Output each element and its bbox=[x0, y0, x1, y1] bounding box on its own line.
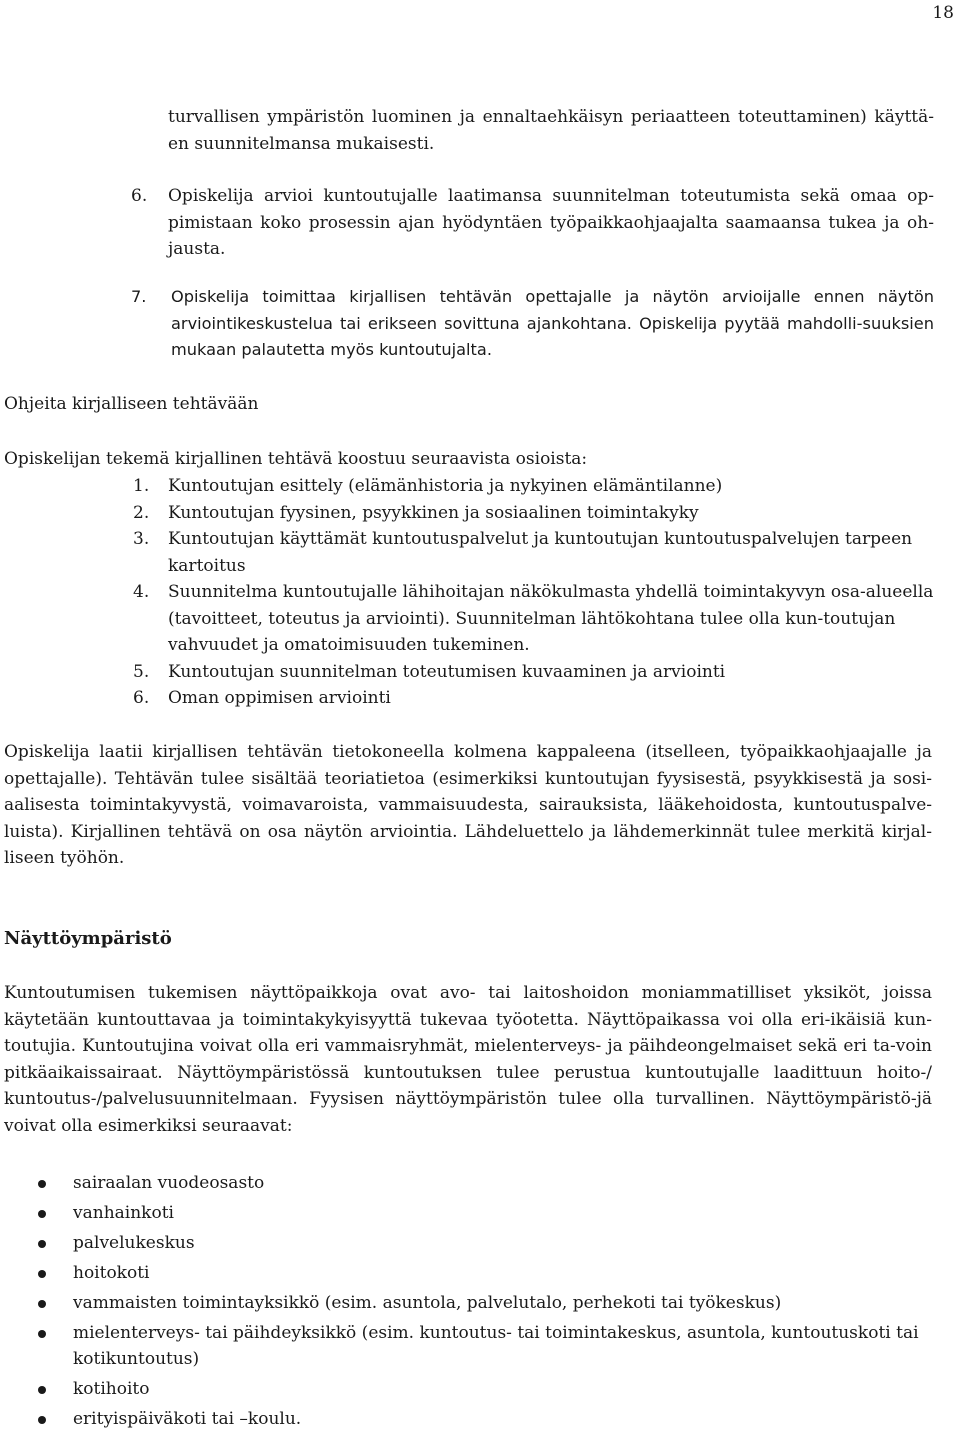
item-text: vammaisten toimintayksikkö (esim. asuntola, palvelutalo, perhekoti tai työkeskus) bbox=[73, 1293, 782, 1313]
sections-list bbox=[4, 473, 934, 712]
page-number: 18 bbox=[932, 3, 954, 23]
bullet-icon bbox=[38, 1416, 46, 1424]
list-item bbox=[4, 500, 934, 527]
list-item bbox=[38, 1290, 938, 1316]
item-text: Kuntoutujan suunnitelman toteutumisen kuvaaminen ja arviointi bbox=[168, 661, 726, 682]
list-item bbox=[38, 1260, 938, 1286]
section-heading: Näyttöympäristö bbox=[4, 928, 172, 949]
paragraph-environment: Kuntoutumisen tukemisen näyttöpaikkoja ovat avo- tai laitoshoidon moniammatilliset yksiköt, joissa käytetään kuntouttavaa ja toimintakykyisyyttä tukevaa työotetta. Näyttöpaikassa voi olla eri-ikäisiä kun-toutujia. Kuntoutujina voivat olla eri vammaisryhmät, mielenterveys- ja päihdeongelmaiset sekä eri ta-voin pitkäaikaissairaat. Näyttöympäristössä kuntoutuksen tulee perustua kuntoutujalle laadittuun hoito-/ kuntoutus-/palvelusuunnitelmaan. Fyysisen näyttöympäristön tulee olla turvallinen. Näyttöympäristö-jä voivat olla esimerkiksi seuraavat: bbox=[4, 983, 932, 1136]
item-number: 2. bbox=[133, 502, 150, 523]
bullet-icon bbox=[38, 1300, 46, 1308]
subheading: Ohjeita kirjalliseen tehtävään bbox=[4, 394, 259, 414]
list-item bbox=[38, 1200, 938, 1226]
item-number: 5. bbox=[133, 661, 150, 682]
item-text: Kuntoutujan esittely (elämänhistoria ja nykyinen elämäntilanne) bbox=[168, 476, 723, 496]
bullet-icon bbox=[38, 1240, 46, 1248]
item-text: mielenterveys- tai päihdeyksikkö (esim. kuntoutus- tai toimintakeskus, asuntola, kuntoutuskoti tai kotikuntoutus) bbox=[73, 1323, 919, 1369]
list-item bbox=[4, 526, 934, 579]
bullet-icon bbox=[38, 1210, 46, 1218]
item-text: kotihoito bbox=[73, 1379, 150, 1399]
item-text: erityispäiväkoti tai –koulu. bbox=[73, 1409, 302, 1429]
numbered-item-7 bbox=[131, 284, 934, 364]
list-item bbox=[38, 1230, 938, 1256]
list-item bbox=[4, 473, 934, 500]
bullet-icon bbox=[38, 1386, 46, 1394]
item-text: Suunnitelma kuntoutujalle lähihoitajan näkökulmasta yhdellä toimintakyvyn osa-alueella (tavoitteet, toteutus ja arviointi). Suunnitelman lähtökohtana tulee olla kun-toutujan vahvuudet ja omatoimisuuden tukeminen. bbox=[168, 582, 934, 655]
list-item bbox=[4, 685, 934, 712]
list-item bbox=[38, 1170, 938, 1196]
item-text: palvelukeskus bbox=[73, 1233, 195, 1253]
list-item bbox=[38, 1320, 938, 1372]
paragraph-written-task: Opiskelija laatii kirjallisen tehtävän tietokoneella kolmena kappaleena (itselleen, työpaikkaohjaajalle ja opettajalle). Tehtävän tulee sisältää teoriatietoa (esimerkiksi kuntoutujan fyysisestä, psyykkisestä ja sosi-aalisesta toimintakyvystä, voimavaroista, vammaisuudesta, sairauksista, lääkehoidosta, kuntoutuspalve-luista). Kirjallinen tehtävä on osa näytön arviointia. Lähdeluettelo ja lähdemerkinnät tulee merkitä kirjal-liseen työhön. bbox=[4, 742, 932, 868]
bullet-icon bbox=[38, 1180, 46, 1188]
item-number: 7. bbox=[131, 287, 147, 306]
item-text: Opiskelija toimittaa kirjallisen tehtävän opettajalle ja näytön arvioijalle ennen näytön arviointikeskustelua tai erikseen sovittuna ajankohtana. Opiskelija pyytää mahdolli-suuksien mukaan palautetta myös kuntoutujalta. bbox=[171, 287, 934, 359]
environment-list bbox=[38, 1170, 938, 1436]
list-item bbox=[38, 1376, 938, 1402]
item-number: 3. bbox=[133, 529, 150, 549]
item-number: 4. bbox=[133, 582, 150, 602]
item-text: Kuntoutujan käyttämät kuntoutuspalvelut ja kuntoutujan kuntoutuspalvelujen tarpeen kartoitus bbox=[168, 529, 913, 576]
item-text: Opiskelija arvioi kuntoutujalle laatimansa suunnitelman toteutumista sekä omaa op-pimistaan koko prosessin ajan hyödyntäen työpaikkaohjaajalta saamaansa tukea ja oh-jausta. bbox=[168, 186, 934, 259]
bullet-icon bbox=[38, 1270, 46, 1278]
list-item bbox=[4, 659, 934, 686]
item-text: sairaalan vuodeosasto bbox=[73, 1173, 265, 1193]
item-number: 6. bbox=[133, 688, 150, 708]
list-item bbox=[38, 1406, 938, 1432]
continuation-text: turvallisen ympäristön luominen ja ennaltaehkäisyn periaatteen toteuttaminen) käyttä-en suunnitelmansa mukaisesti. bbox=[168, 107, 934, 154]
item-number: 1. bbox=[133, 476, 150, 496]
bullet-icon bbox=[38, 1330, 46, 1338]
numbered-item-6 bbox=[131, 183, 934, 263]
item-number: 6. bbox=[131, 186, 148, 206]
item-text: vanhainkoti bbox=[73, 1203, 174, 1223]
item-text: Oman oppimisen arviointi bbox=[168, 688, 391, 708]
intro-text: Opiskelijan tekemä kirjallinen tehtävä koostuu seuraavista osioista: bbox=[4, 449, 588, 469]
item-text: Kuntoutujan fyysinen, psyykkinen ja sosiaalinen toimintakyky bbox=[168, 502, 699, 523]
list-item bbox=[4, 579, 934, 659]
item-text: hoitokoti bbox=[73, 1263, 150, 1283]
